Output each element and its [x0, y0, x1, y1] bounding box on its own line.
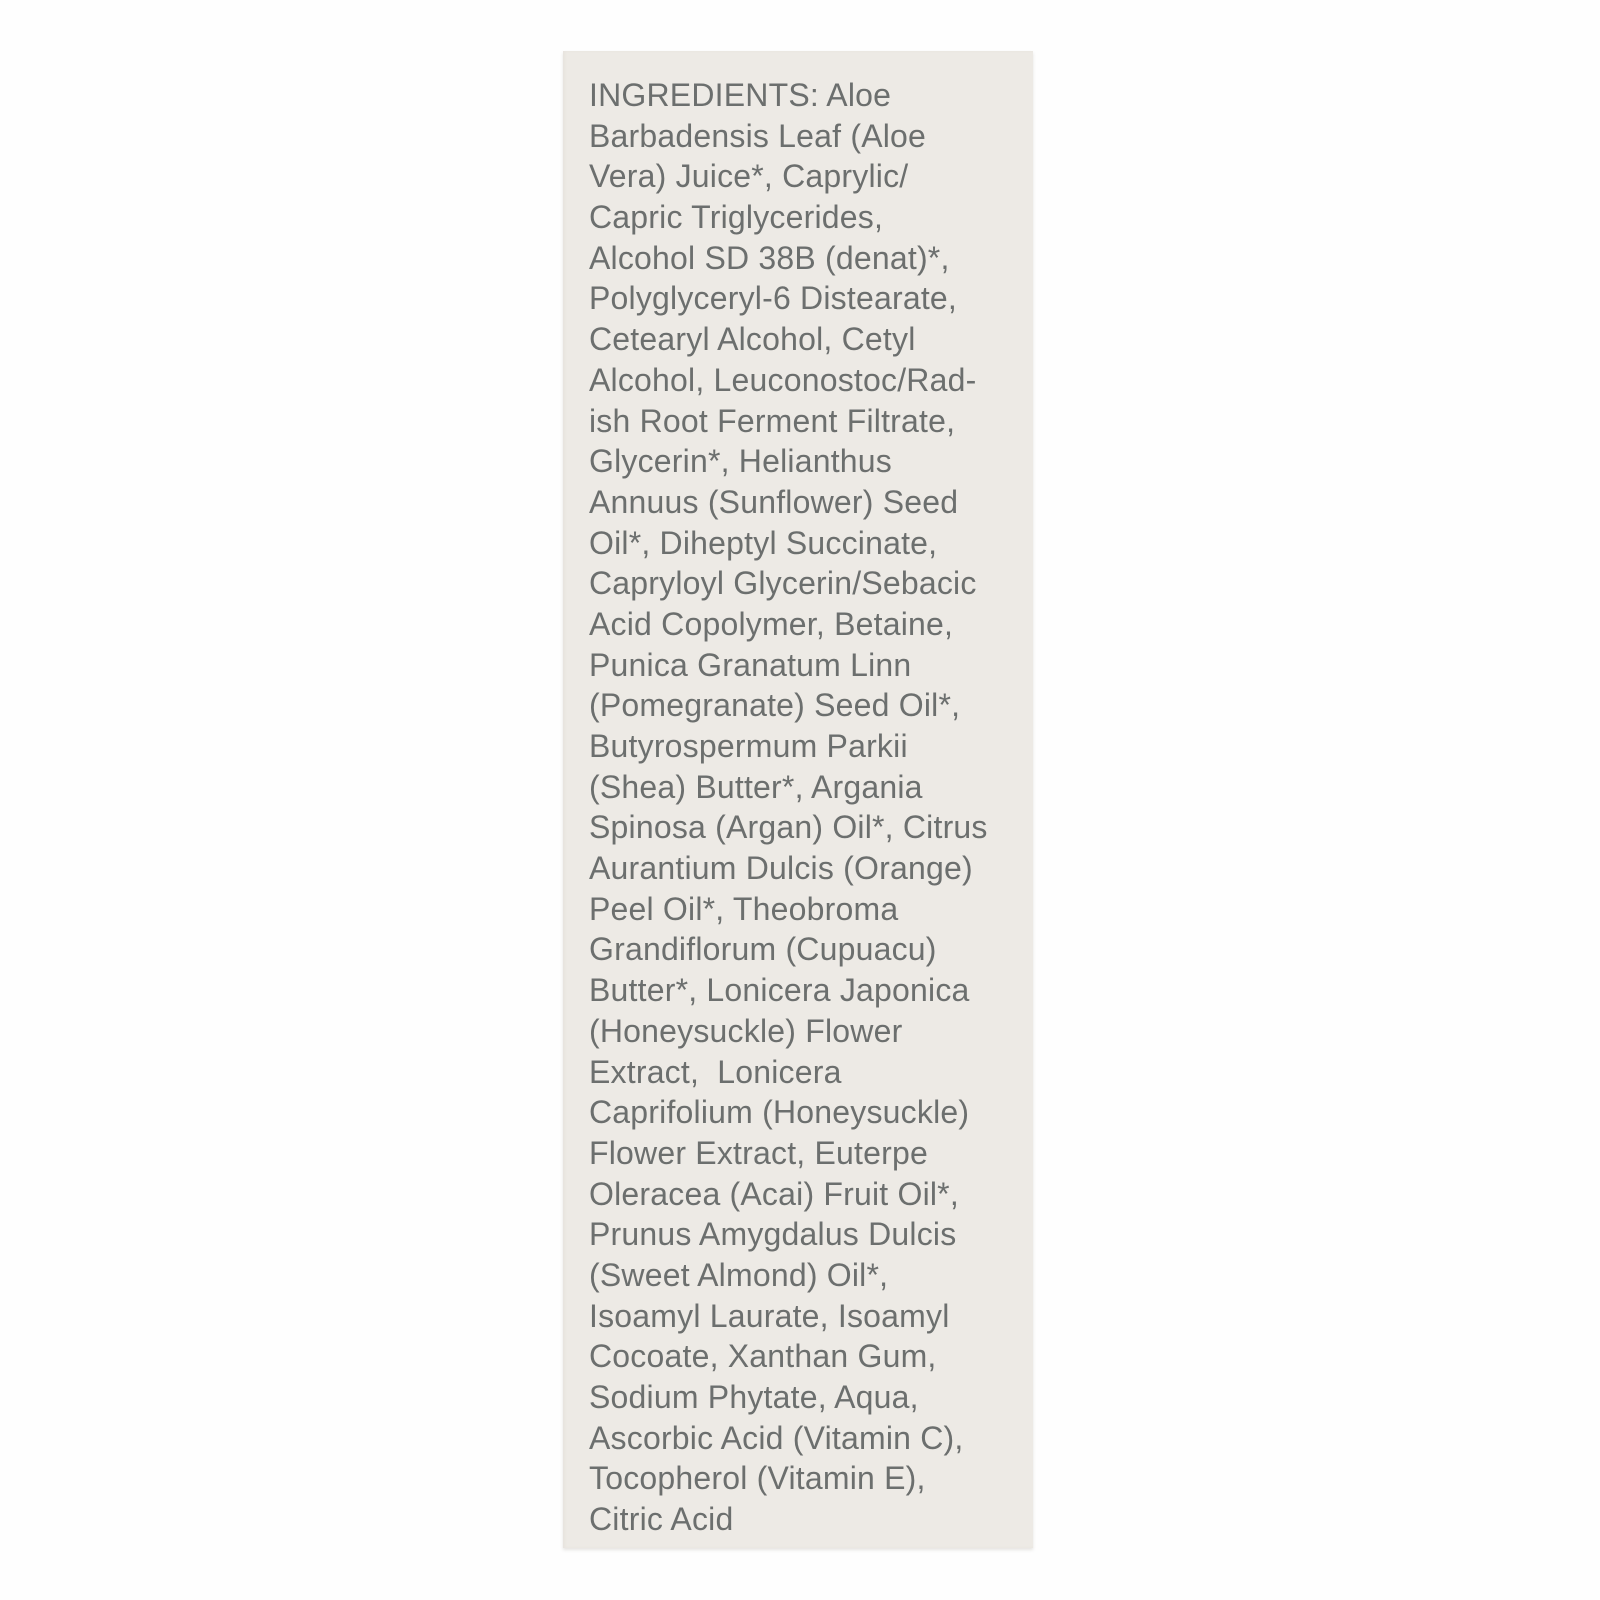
ingredients-line: Glycerin*, Helianthus: [589, 443, 892, 480]
ingredients-line: Flower Extract, Euterpe: [589, 1134, 928, 1171]
ingredients-line: ish Root Ferment Filtrate,: [589, 402, 956, 439]
ingredients-line: Butyrospermum Parkii: [589, 728, 908, 764]
ingredients-line: Tocopherol (Vitamin E),: [589, 1460, 926, 1497]
ingredients-line: (Pomegranate) Seed Oil*,: [589, 687, 961, 724]
ingredients-line: Vera) Juice*, Caprylic/: [589, 158, 909, 195]
ingredients-line: Prunus Amygdalus Dulcis: [589, 1216, 957, 1253]
ingredients-line: Oil*, Diheptyl Succinate,: [589, 524, 938, 561]
ingredients-line: (Honeysuckle) Flower: [589, 1012, 903, 1049]
ingredients-line: Acid Copolymer, Betaine,: [589, 605, 954, 642]
ingredients-line: Capryloyl Glycerin/Sebacic: [589, 565, 977, 602]
ingredients-line: (Shea) Butter*, Argania: [589, 768, 923, 805]
ingredients-line: Spinosa (Argan) Oil*, Citrus: [589, 809, 988, 846]
ingredients-line: Butter*, Lonicera Japonica: [589, 972, 970, 1009]
ingredients-line: Barbadensis Leaf (Aloe: [589, 117, 927, 154]
ingredients-line: Ascorbic Acid (Vitamin C),: [589, 1419, 964, 1456]
ingredients-line: Grandiflorum (Cupuacu): [589, 931, 937, 968]
ingredients-line: INGREDIENTS: Aloe: [589, 77, 892, 113]
ingredients-line: Cocoate, Xanthan Gum,: [589, 1338, 937, 1375]
ingredients-line: Capric Triglycerides,: [589, 199, 884, 236]
ingredients-label-panel: [563, 51, 1033, 1548]
ingredients-line: Sodium Phytate, Aqua,: [589, 1379, 919, 1415]
ingredients-line: Isoamyl Laurate, Isoamyl: [589, 1297, 950, 1334]
ingredients-line: Annuus (Sunflower) Seed: [589, 483, 959, 520]
ingredients-line: Oleracea (Acai) Fruit Oil*,: [589, 1175, 959, 1212]
ingredients-line: Polyglyceryl-6 Distearate,: [589, 280, 957, 317]
ingredients-line: Alcohol SD 38B (denat)*,: [589, 239, 950, 276]
ingredients-line: Cetearyl Alcohol, Cetyl: [589, 321, 916, 358]
ingredients-line: Peel Oil*, Theobroma: [589, 890, 899, 927]
ingredients-line: (Sweet Almond) Oil*,: [589, 1256, 889, 1293]
ingredients-text-block: [589, 75, 1033, 1540]
ingredients-line: Citric Acid: [589, 1501, 734, 1538]
ingredients-line: Alcohol, Leuconostoc/Rad-: [589, 361, 977, 398]
ingredients-line: Extract, Lonicera: [589, 1053, 842, 1090]
ingredients-line: Punica Granatum Linn: [589, 646, 912, 683]
ingredients-line: Aurantium Dulcis (Orange): [589, 850, 973, 887]
ingredients-line: Caprifolium (Honeysuckle): [589, 1094, 970, 1131]
